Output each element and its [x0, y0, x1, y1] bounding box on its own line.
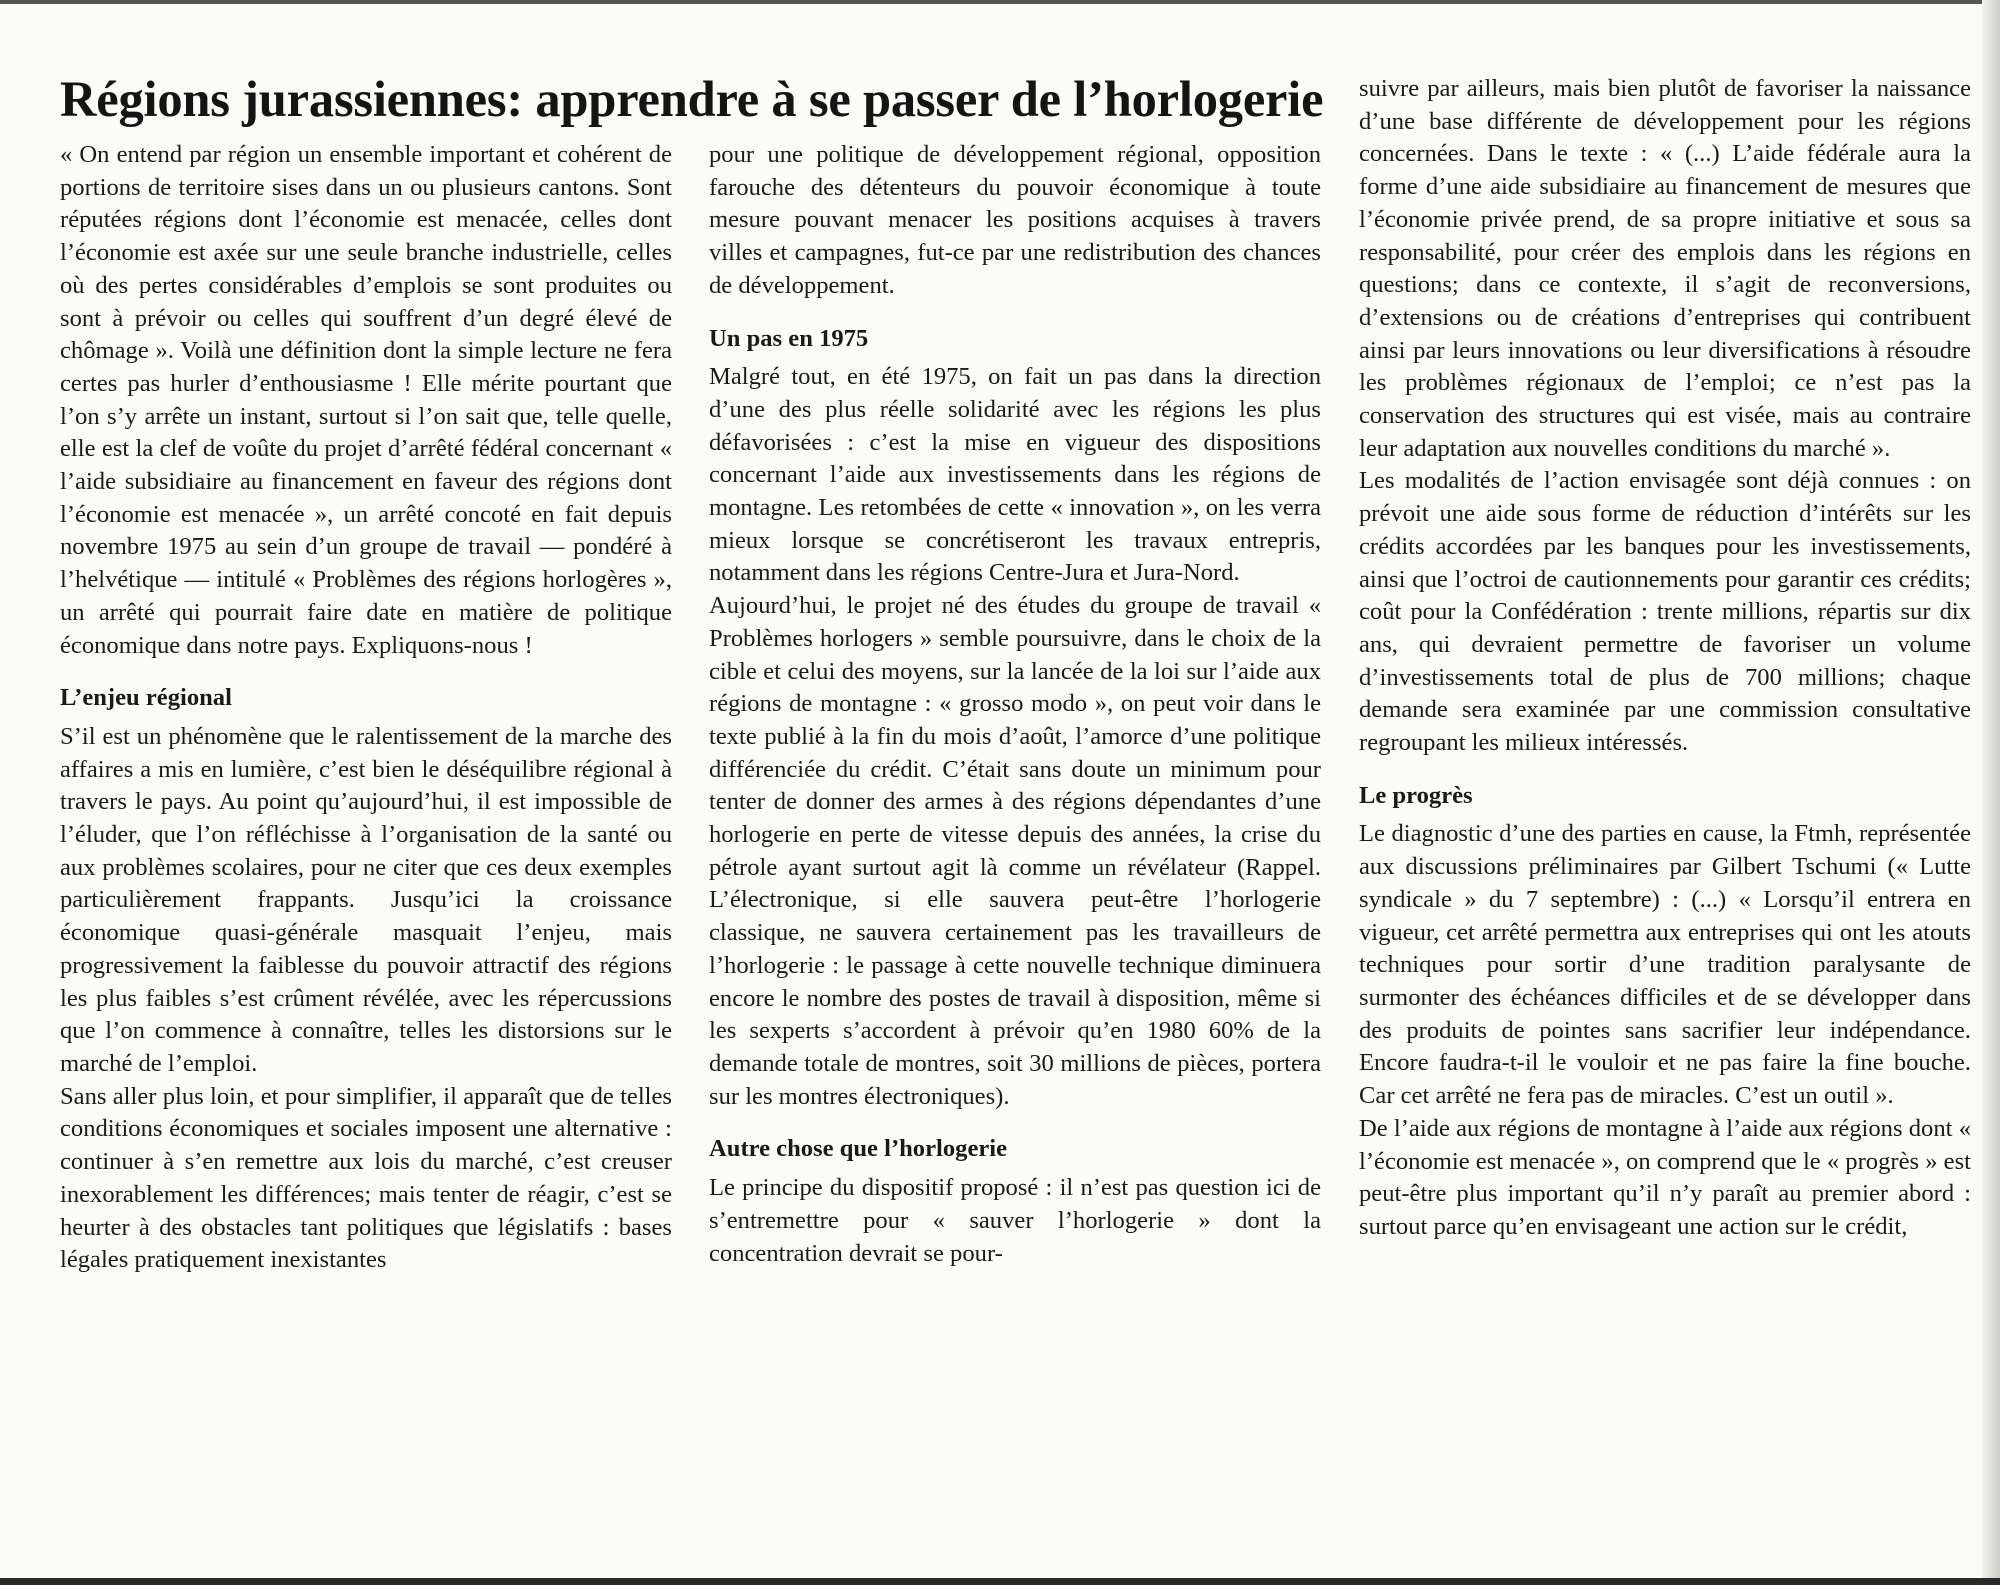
page-edge-shadow — [1982, 0, 2000, 1585]
top-rule — [0, 0, 2000, 4]
col2-paragraph-4: Le principe du dispositif proposé : il n’est pas question ici de s’entremettre pour « sauver l’horlogerie » dont la concentration devrait se pour- — [709, 1174, 1321, 1267]
col3-paragraph-4: De l’aide aux régions de montagne à l’aide aux régions dont « l’économie est menacée », on comprend que le « progrès » est peut-être plus important qu’il n’y paraît au premier abord : surtout parce qu’en envisageant une action sur le crédit, — [1359, 1114, 1971, 1240]
col1-paragraph-3: Sans aller plus loin, et pour simplifier, il apparaît que de telles conditions économiques et sociales imposent une alternative : continuer à s’en remettre aux lois du marché, c’est creuser inexorablement les différences; mais tenter de réagir, c’est se heurter à des obstacles tant politiques que législatifs : bases légales pratiquement inexistantes — [60, 1082, 672, 1274]
column-1 — [60, 139, 672, 1277]
bottom-rule — [0, 1578, 2000, 1585]
col1-paragraph-1: « On entend par région un ensemble important et cohérent de portions de territoire sises dans un ou plusieurs cantons. Sont réputées régions dont l’économie est menacée, celles dont l’économie est axée sur une seule branche industrielle, celles où des pertes considérables d’emplois se sont produites ou sont à prévoir ou celles qui souffrent d’un degré élevé de chômage ». Voilà une définition dont la simple lecture ne fera certes pas hurler d’enthousiasme ! Elle mérite pourtant que l’on s’y arrête un instant, surtout si l’on sait que, telle quelle, elle est la clef de voûte du projet d’arrêté fédéral concernant « l’aide subsidiaire au financement en faveur des régions dont l’économie est menacée », un arrêté concoté en fait depuis novembre 1975 au sein d’un groupe de travail — pondéré à l’helvétique — intitulé « Problèmes des régions horlogères », un arrêté qui pourrait faire date en matière de politique économique dans notre pays. Expliquons-nous ! — [60, 141, 672, 659]
col1-paragraph-2: S’il est un phénomène que le ralentissement de la marche des affaires a mis en lumière, c’est bien le déséquilibre régional à travers le pays. Au point qu’aujourd’hui, il est impossible de l’éluder, que l’on réfléchisse à l’organisation de la santé ou aux problèmes scolaires, pour ne citer que ces deux exemples particulièrement frappants. Jusqu’ici la croissance économique quasi-générale masquait l’enjeu, mais progressivement la faiblesse du pouvoir attractif des régions les plus faibles s’est crûment révélée, avec les répercussions que l’on commence à connaître, telles les distorsions sur le marché de l’emploi. — [60, 722, 672, 1077]
col3-paragraph-3: Le diagnostic d’une des parties en cause, la Ftmh, représentée aux discussions préliminaires par Gilbert Tschumi (« Lutte syndicale » du 7 septembre) : (...) « Lorsqu’il entrera en vigueur, cet arrêté permettra aux entreprises qui ont les atouts techniques pour sortir d’une tradition paralysante de surmonter des échéances difficiles et de se développer dans des produits de pointes sans sacrifier leur indépendance. Encore faudra-t-il le vouloir et ne pas faire la fine bouche. Car cet arrêté ne fera pas de miracles. C’est un outil ». — [1359, 820, 1971, 1110]
col2-subheading-autre-chose: Autre chose que l’horlogerie — [709, 1135, 1008, 1163]
col3-subheading-progres: Le progrès — [1359, 781, 1473, 809]
col2-paragraph-2: Malgré tout, en été 1975, on fait un pas dans la direction d’une des plus réelle solidarité avec les régions les plus défavorisées : c’est la mise en vigueur des dispositions concernant l’aide aux investissements dans les régions de montagne. Les retombées de cette « innovation », on les verra mieux lorsque se concrétiseront les travaux entrepris, notamment dans les régions Centre-Jura et Jura-Nord. — [709, 363, 1321, 587]
col2-subheading-1975: Un pas en 1975 — [709, 324, 869, 352]
column-3 — [1359, 73, 1971, 1244]
column-2 — [709, 139, 1321, 1270]
col3-paragraph-1: suivre par ailleurs, mais bien plutôt de favoriser la naissance d’une base différente de développement pour les régions concernées. Dans le texte : « (...) L’aide fédérale aura la forme d’une aide subsidiaire au financement de mesures que l’économie privée prend, de sa propre initiative et sous sa responsabilité, pour créer des emplois dans les régions en questions; dans ce contexte, il s’agit de reconversions, d’extensions ou de créations d’entreprises qui contribuent ainsi par leurs innovations ou leur diversifications à résoudre les problèmes régionaux de l’emploi; ce n’est pas la conservation des structures qui est visée, mais au contraire leur adaptation aux nouvelles conditions du marché ». — [1359, 75, 1971, 462]
col1-subheading-enjeu: L’enjeu régional — [60, 684, 232, 712]
headline: Régions jurassiennes: apprendre à se passer de l’horlogerie — [60, 71, 1324, 127]
col3-paragraph-2: Les modalités de l’action envisagée sont déjà connues : on prévoit une aide sous forme de réduction d’intérêts sur les crédits accordées par les banques pour les investissements, ainsi que l’octroi de cautionnements pour garantir ces crédits; coût pour la Confédération : trente millions, répartis sur dix ans, qui devraient permettre de favoriser un volume d’investissements total de plus de 700 millions; chaque demande sera examinée par une commission consultative regroupant les milieux intéressés. — [1359, 467, 1971, 757]
col2-paragraph-3: Aujourd’hui, le projet né des études du groupe de travail « Problèmes horlogers » semble poursuivre, dans le choix de la cible et celui des moyens, sur la lancée de la loi sur l’aide aux régions de montagne : « grosso modo », on peut voir dans le texte publié à la fin du mois d’août, l’amorce d’une politique différenciée du crédit. C’était sans doute un minimum pour tenter de donner des armes à des régions dépendantes d’une horlogerie en perte de vitesse depuis des années, la crise du pétrole ayant surtout agit là comme un révélateur (Rappel. L’électronique, si elle sauvera peut-être l’horlogerie classique, ne sauvera certainement pas les travailleurs de l’horlogerie : le passage à cette nouvelle technique diminuera encore le nombre des postes de travail à disposition, même si les sexperts s’accordent à prévoir qu’en 1980 60% de la demande totale de montres, soit 30 millions de pièces, portera sur les montres électroniques). — [709, 592, 1321, 1110]
col2-paragraph-1: pour une politique de développement régional, opposition farouche des détenteurs du pouvoir économique à toute mesure pouvant menacer les positions acquises à travers villes et campagnes, fut-ce par une redistribution des chances de développement. — [709, 141, 1321, 299]
